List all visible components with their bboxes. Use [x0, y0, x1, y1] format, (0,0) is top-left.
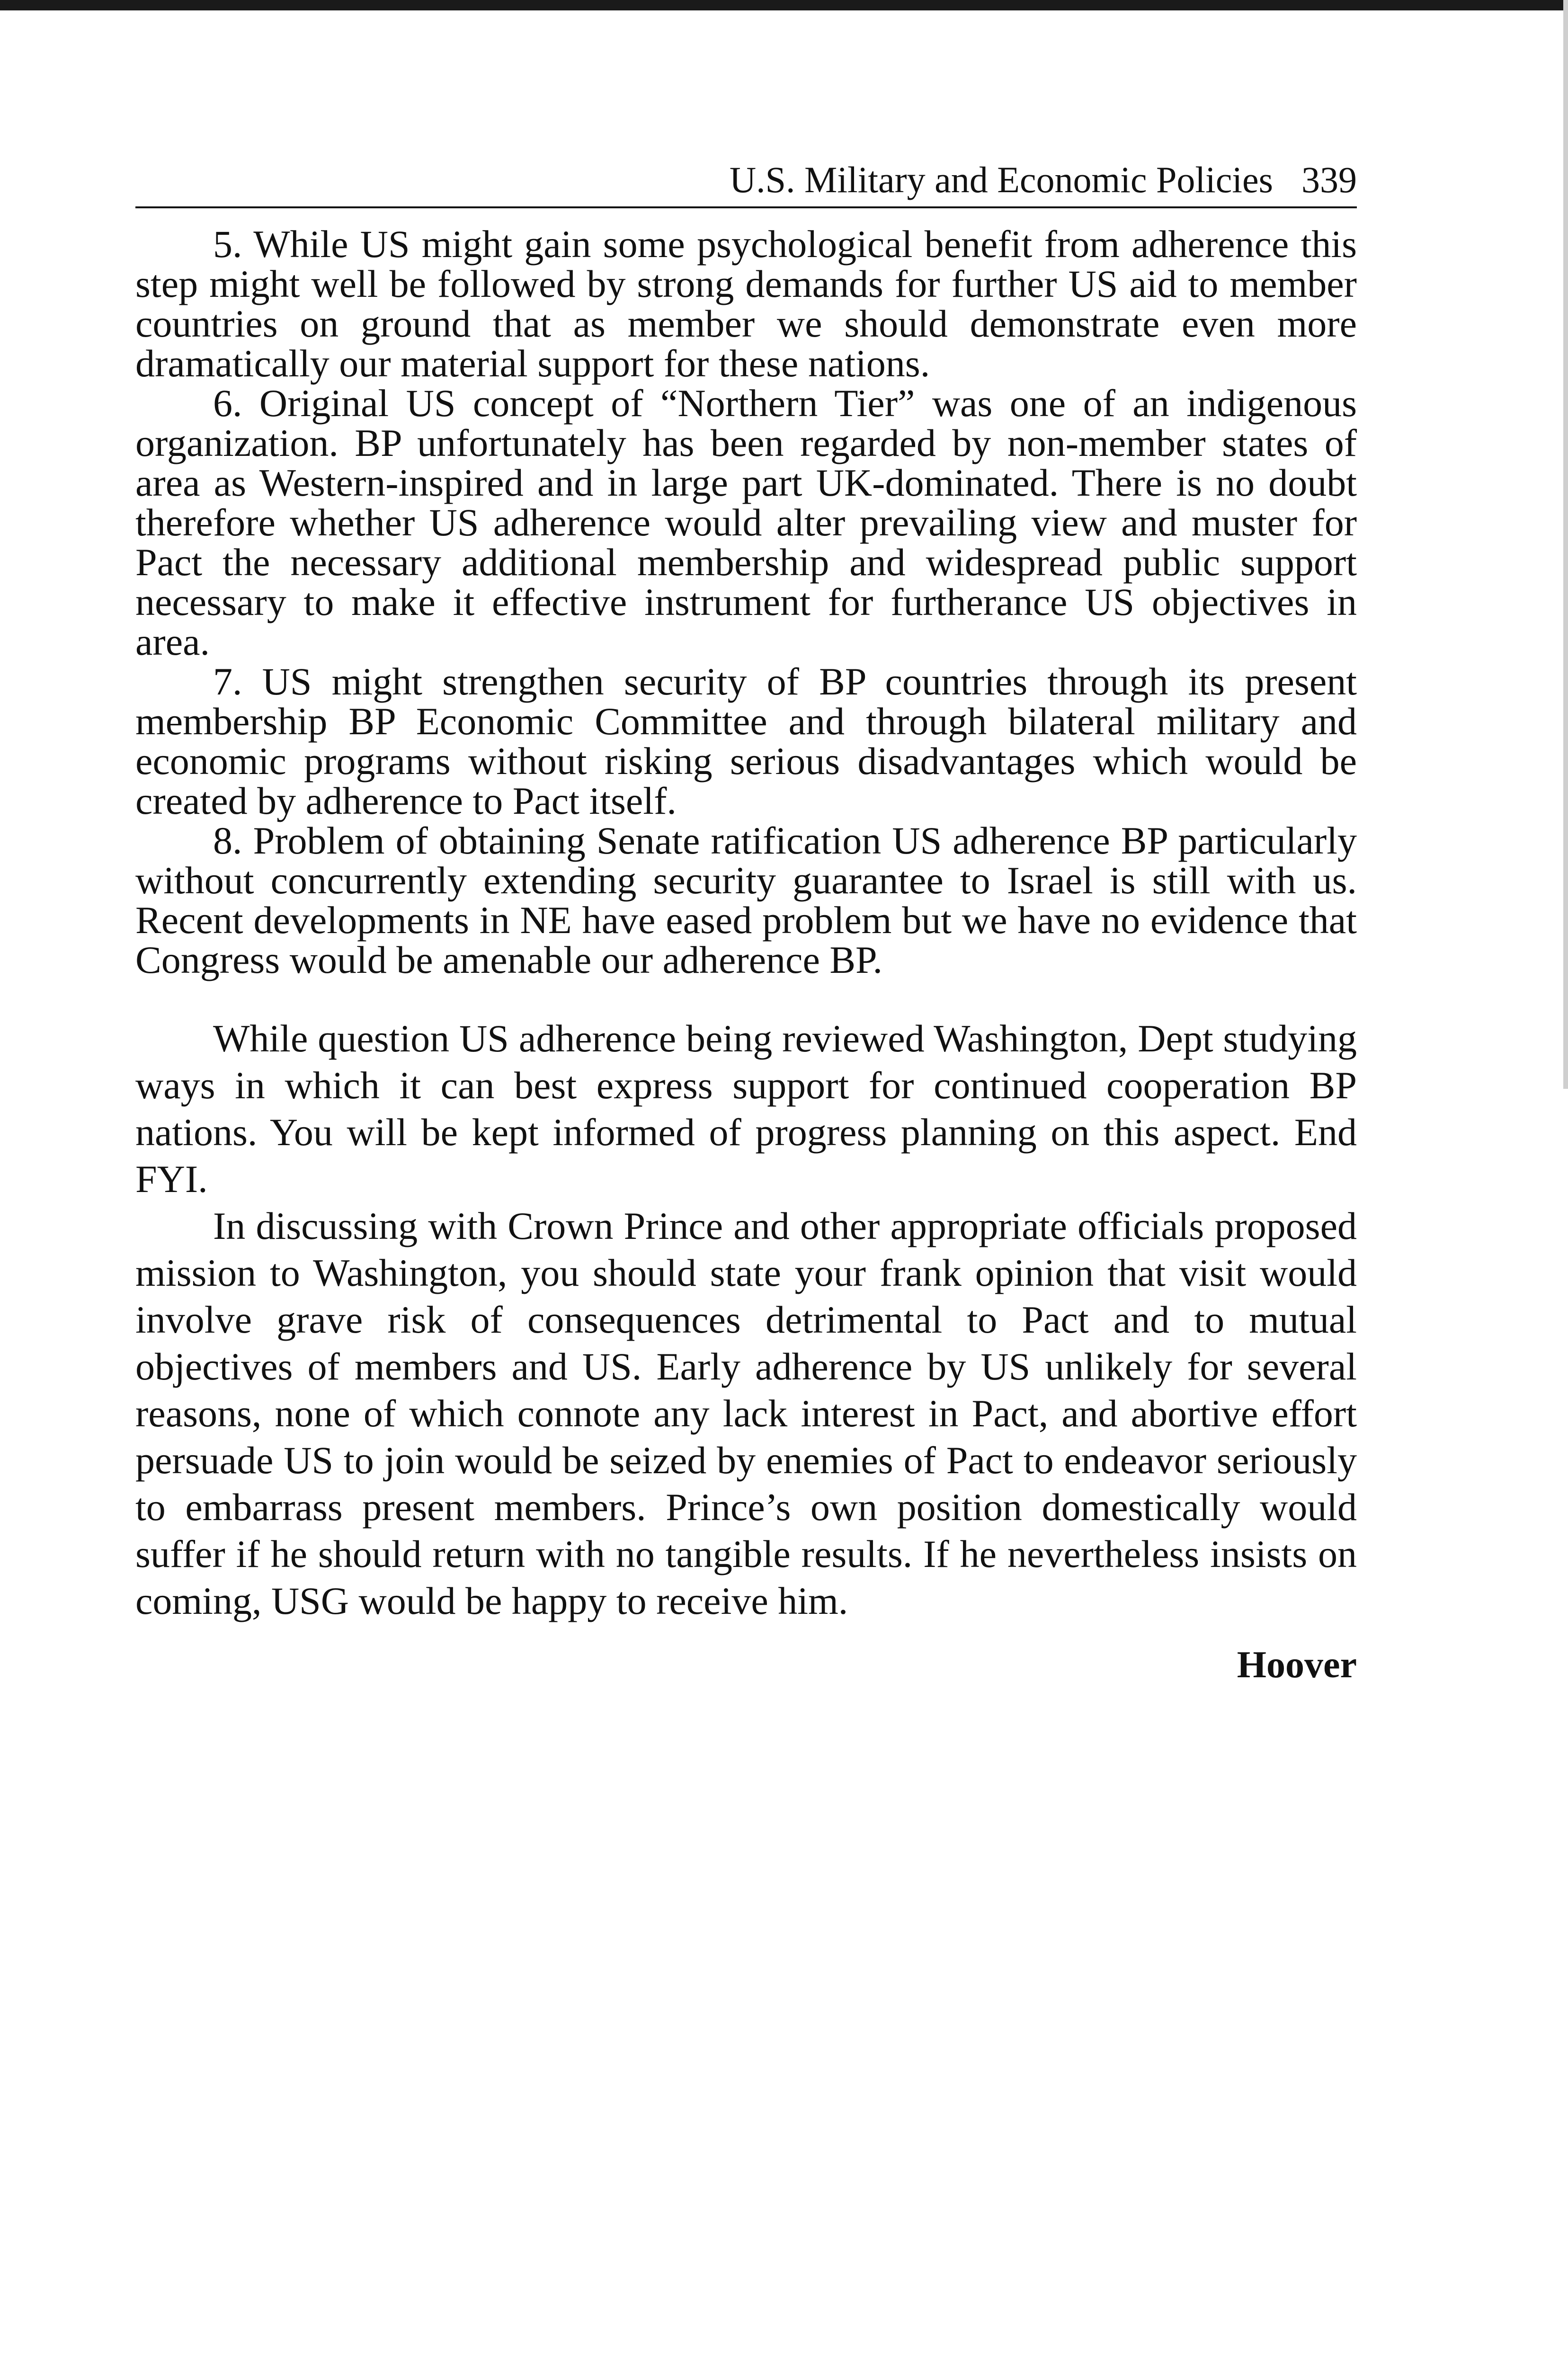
- instructions-body: [135, 1015, 1357, 1624]
- running-header: [135, 156, 1357, 208]
- numbered-points-block: [135, 224, 1357, 980]
- point-7: 7. US might strengthen security of BP countries through its present membership BP Economic Committee and through bilateral military and economic programs without risking serious disadvantages which would be created by adherence to Pact itself.: [135, 660, 1357, 822]
- body-paragraph-crown-prince: In discussing with Crown Prince and other appropriate officials proposed mission to Washington, you should state your frank opinion that visit would involve grave risk of consequences detrimental to Pact and to mutual objectives of members and US. Early adherence by US unlikely for several reasons, none of which connote any lack interest in Pact, and abortive effort persuade US to join would be seized by enemies of Pact to endeavor seriously to embarrass present members. Prince’s own position domestically would suffer if he should return with no tangible results. If he nevertheless insists on coming, USG would be happy to receive him.: [135, 1204, 1357, 1622]
- point-8: 8. Problem of obtaining Senate ratification US adherence BP particularly without concurrently extending security guarantee to Israel is still with us. Recent developments in NE have eased problem but we have no evidence that Congress would be amenable our adherence BP.: [135, 819, 1357, 981]
- scan-right-edge: [1563, 0, 1568, 1089]
- document-page: [135, 156, 1357, 1689]
- page-number: 339: [1301, 159, 1357, 200]
- signature: Hoover: [1237, 1644, 1357, 1686]
- point-5: 5. While US might gain some psychological benefit from adherence this step might well be followed by strong demands for further US aid to member countries on ground that as member we should demonstrate even more dramatically our material support for these nations.: [135, 222, 1357, 385]
- body-paragraph-review: While question US adherence being reviewed Washington, Dept studying ways in which it can best express support for continued cooperation BP nations. You will be kept informed of progress planning on this aspect. End FYI.: [135, 1017, 1357, 1201]
- scan-top-edge: [0, 0, 1568, 10]
- running-title: U.S. Military and Economic Policies: [729, 159, 1273, 200]
- point-6: 6. Original US concept of “Northern Tier” was one of an indigenous organization. BP unfortunately has been regarded by non-member states of area as Western-inspired and in large part UK-dominated. There is no doubt therefore whether US adherence would alter prevailing view and muster for Pact the necessary additional membership and widespread public support necessary to make it effective instrument for furtherance US objectives in area.: [135, 382, 1357, 663]
